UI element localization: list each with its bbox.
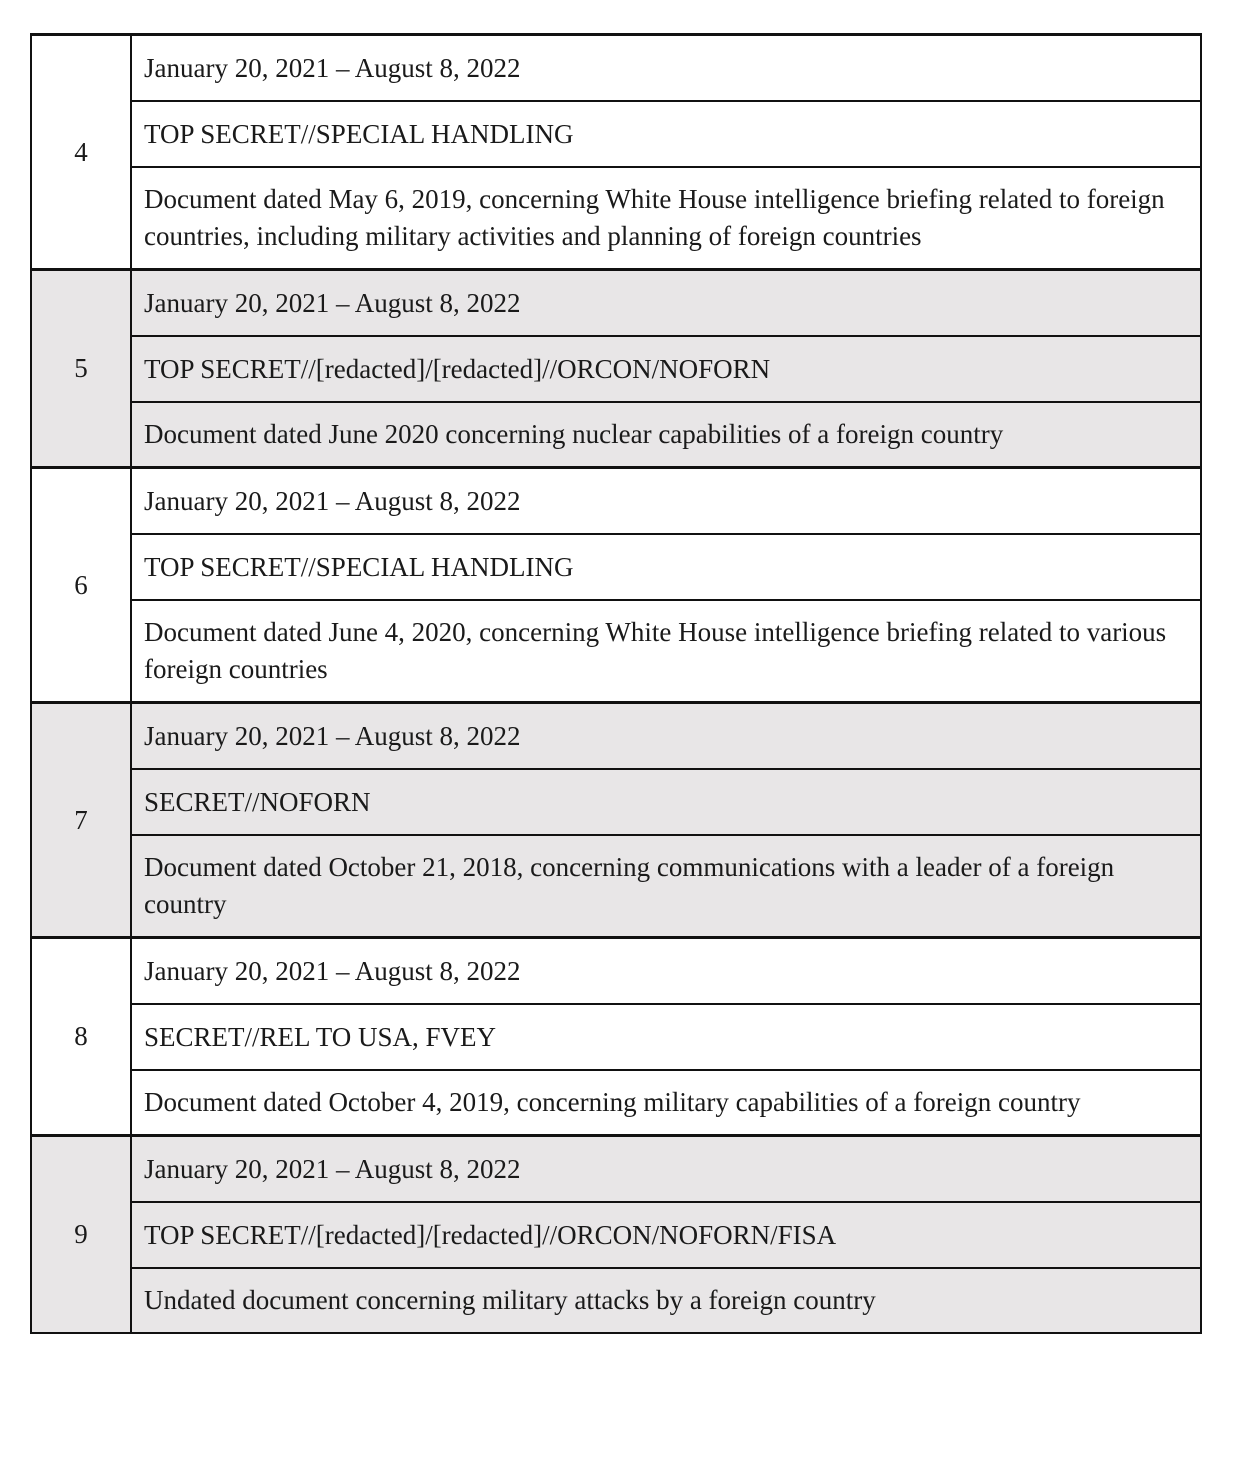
document-description: Document dated October 4, 2019, concerning military capabilities of a foreign country [131, 1070, 1201, 1136]
classification-marking: TOP SECRET//[redacted]/[redacted]//ORCON/NOFORN/FISA [131, 1202, 1201, 1268]
count-number: 8 [31, 938, 131, 1136]
table-row [31, 534, 1201, 600]
document-description: Document dated May 6, 2019, concerning White House intelligence briefing related to foreign countries, including military activities and planning of foreign countries [131, 167, 1201, 270]
table-row [31, 101, 1201, 167]
table-row [31, 769, 1201, 835]
table-row [31, 1070, 1201, 1136]
table-row [31, 35, 1201, 102]
document-description: Document dated June 2020 concerning nuclear capabilities of a foreign country [131, 402, 1201, 468]
table-row [31, 835, 1201, 938]
date-range: January 20, 2021 – August 8, 2022 [131, 703, 1201, 770]
date-range: January 20, 2021 – August 8, 2022 [131, 468, 1201, 535]
table-row [31, 1202, 1201, 1268]
classification-marking: TOP SECRET//[redacted]/[redacted]//ORCON/NOFORN [131, 336, 1201, 402]
classification-marking: SECRET//NOFORN [131, 769, 1201, 835]
table-row [31, 1136, 1201, 1203]
document-description: Document dated October 21, 2018, concerning communications with a leader of a foreign country [131, 835, 1201, 938]
count-number: 9 [31, 1136, 131, 1334]
table-row [31, 703, 1201, 770]
date-range: January 20, 2021 – August 8, 2022 [131, 1136, 1201, 1203]
table-row [31, 938, 1201, 1005]
date-range: January 20, 2021 – August 8, 2022 [131, 35, 1201, 102]
table-row [31, 1004, 1201, 1070]
table-row [31, 600, 1201, 703]
documents-table [30, 33, 1202, 1334]
table-row [31, 1268, 1201, 1333]
table-row [31, 270, 1201, 337]
date-range: January 20, 2021 – August 8, 2022 [131, 270, 1201, 337]
classification-marking: TOP SECRET//SPECIAL HANDLING [131, 534, 1201, 600]
table-row [31, 336, 1201, 402]
table-row [31, 167, 1201, 270]
document-description: Document dated June 4, 2020, concerning White House intelligence briefing related to various foreign countries [131, 600, 1201, 703]
count-number: 4 [31, 35, 131, 270]
document-description: Undated document concerning military attacks by a foreign country [131, 1268, 1201, 1333]
classification-marking: TOP SECRET//SPECIAL HANDLING [131, 101, 1201, 167]
count-number: 7 [31, 703, 131, 938]
count-number: 6 [31, 468, 131, 703]
classification-marking: SECRET//REL TO USA, FVEY [131, 1004, 1201, 1070]
count-number: 5 [31, 270, 131, 468]
date-range: January 20, 2021 – August 8, 2022 [131, 938, 1201, 1005]
table-row [31, 468, 1201, 535]
table-row [31, 402, 1201, 468]
